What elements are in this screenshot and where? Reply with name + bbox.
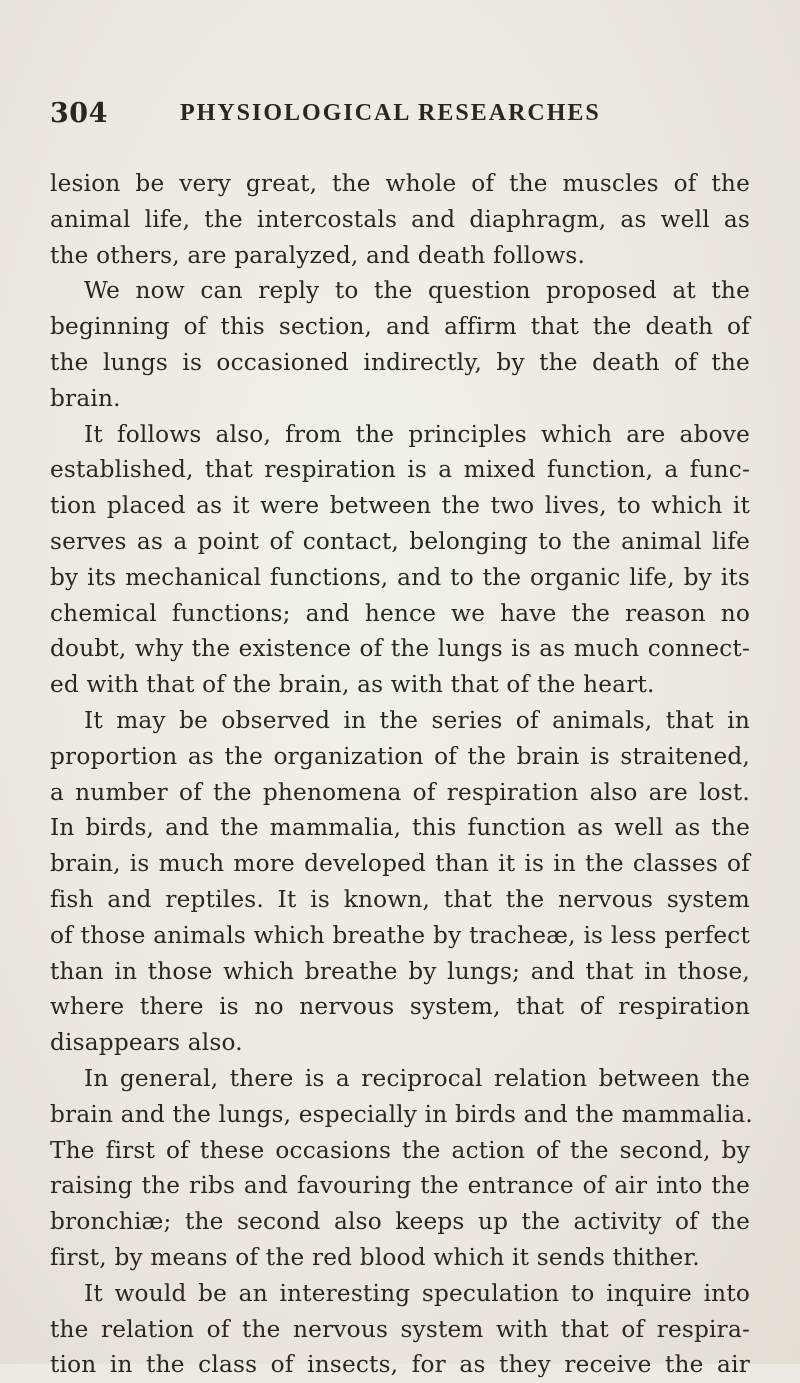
text-line: The first of these occasions the action of the second, by [50, 1136, 750, 1164]
text-line: a number of the phenomena of respiration also are lost. [50, 778, 750, 806]
body-text [50, 166, 754, 1383]
text-line: of those animals which breathe by tracheæ, is less perfect [50, 921, 750, 949]
text-line: animal life, the intercostals and diaphragm, as well as [50, 205, 750, 233]
text-line: brain and the lungs, especially in birds and the mammalia. [50, 1100, 754, 1128]
page-number: 304 [50, 98, 108, 129]
text-line: chemical functions; and hence we have the reason no [50, 599, 750, 627]
text-line: brain, is much more developed than it is in the classes of [50, 850, 750, 878]
text-line: the lungs is occasioned indirectly, by the death of the [50, 348, 750, 376]
text-line: first, by means of the red blood which it sends thither. [50, 1243, 700, 1271]
text-line: by its mechanical functions, and to the organic life, by its [50, 563, 750, 591]
text-line: It may be observed in the series of animals, that in [84, 706, 750, 734]
text-line: In general, there is a reciprocal relation between the [84, 1064, 750, 1092]
text-line: bronchiæ; the second also keeps up the activity of the [50, 1208, 750, 1236]
text-line: brain. [50, 384, 121, 412]
text-line: It follows also, from the principles which are above [84, 420, 750, 448]
text-line: raising the ribs and favouring the entrance of air into the [50, 1172, 750, 1200]
text-line: disappears also. [50, 1029, 243, 1057]
text-line: where there is no nervous system, that of respiration [50, 993, 750, 1021]
text-line: established, that respiration is a mixed function, a func- [50, 456, 750, 484]
page-header [50, 98, 750, 134]
text-line: proportion as the organization of the brain is straitened, [50, 742, 750, 770]
text-line: It would be an interesting speculation to inquire into [84, 1279, 750, 1307]
text-line: tion in the class of insects, for as they receive the air [50, 1351, 750, 1379]
text-line: fish and reptiles. It is known, that the nervous system [50, 885, 750, 913]
text-line: the others, are paralyzed, and death follows. [50, 241, 586, 269]
text-line: than in those which breathe by lungs; and that in those, [50, 957, 750, 985]
text-line: doubt, why the existence of the lungs is as much connect- [50, 635, 750, 663]
text-line: In birds, and the mammalia, this function as well as the [50, 814, 750, 842]
running-head: PHYSIOLOGICAL RESEARCHES [180, 100, 601, 126]
text-line: serves as a point of contact, belonging to the animal life [50, 527, 750, 555]
text-line: the relation of the nervous system with that of respira- [50, 1315, 750, 1343]
text-line: tion placed as it were between the two lives, to which it [50, 492, 750, 520]
text-line: We now can reply to the question proposed at the [84, 277, 750, 305]
text-line: beginning of this section, and affirm that the death of [50, 313, 750, 341]
text-line: lesion be very great, the whole of the muscles of the [50, 170, 750, 197]
text-line: ed with that of the brain, as with that of the heart. [50, 671, 655, 699]
